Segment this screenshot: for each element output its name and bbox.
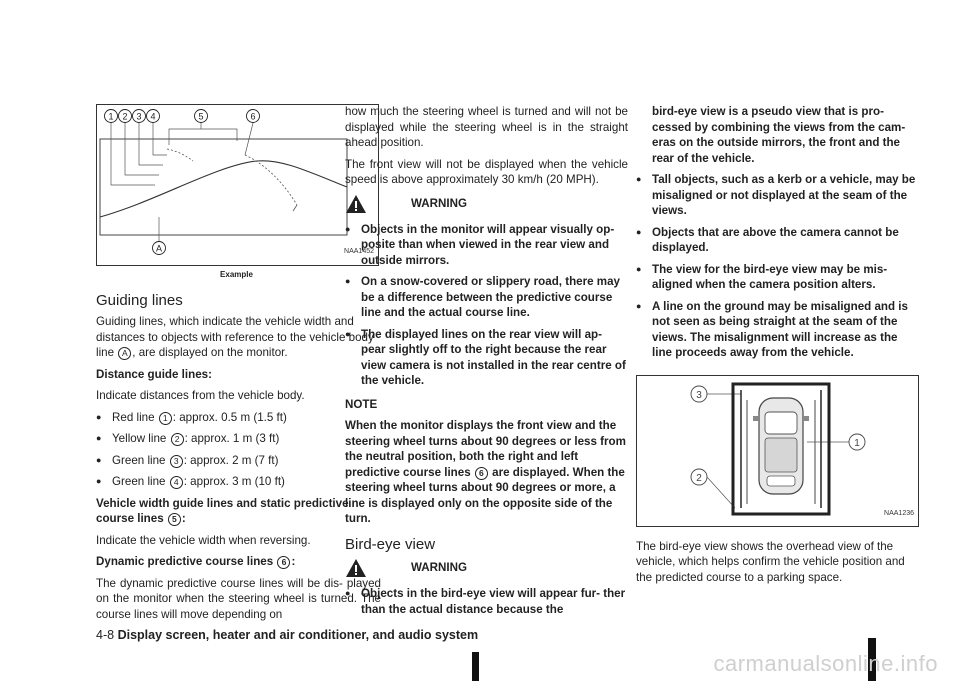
width-heading: Vehicle width guide lines and static predictive course lines 5 : bbox=[96, 496, 349, 525]
bird-eye-desc: The bird-eye view shows the overhead view of the vehicle, which helps confirm the vehicle position and the predicted course to a parking space. bbox=[636, 539, 905, 584]
list-item: ● The view for the bird-eye view may be mis- aligned when the camera position alters. bbox=[636, 262, 918, 293]
bird-warning-header bbox=[345, 558, 628, 578]
bird-eye-diagram bbox=[637, 376, 918, 526]
figure-id: NAA1236 bbox=[884, 510, 914, 517]
list-item: ● Green line 3 : approx. 2 m (7 ft) bbox=[96, 453, 381, 469]
section-heading-guiding-lines: Guiding lines bbox=[96, 291, 183, 309]
list-item: ● On a snow-covered or slippery road, there may be a difference between the predictive course line and the actual course line. bbox=[345, 274, 628, 321]
warning-icon bbox=[345, 558, 367, 578]
distance-desc: Indicate distances from the vehicle body. bbox=[96, 389, 305, 402]
list-item: ● The displayed lines on the rear view will ap- pear slightly off to the right because the rear view camera is not installed in the rear centre of the vehicle. bbox=[345, 327, 628, 389]
column-1 bbox=[96, 104, 381, 628]
fig-label-2: 2 bbox=[696, 472, 702, 484]
fig-label-1: 1 bbox=[108, 111, 114, 122]
fig-label-2: 2 bbox=[122, 111, 128, 122]
list-item: ● Objects in the monitor will appear visually op- posite than when viewed in the rear view and outside mirrors. bbox=[345, 222, 628, 269]
guide-lines-figure bbox=[96, 104, 379, 266]
fig-label-4: 4 bbox=[150, 111, 156, 122]
continued-paragraph: how much the steering wheel is turned and will not be displayed while the steering wheel is in the straight ahead position. bbox=[345, 105, 628, 149]
warning-label: WARNING bbox=[411, 561, 468, 575]
fig-label-a: A bbox=[155, 243, 163, 254]
chapter-title: Display screen, heater and air conditioner, and audio system bbox=[117, 628, 479, 642]
speed-paragraph: The front view will not be displayed when the vehicle speed is above approximately 30 km/h (20 MPH). bbox=[345, 157, 628, 186]
page-number: 4-8 bbox=[96, 628, 115, 642]
list-item: ● Objects in the bird-eye view will appear fur- ther than the actual distance because the bbox=[345, 586, 628, 617]
page-footer bbox=[96, 628, 478, 642]
figure-id: NAA1452 bbox=[344, 247, 374, 255]
guide-lines-diagram bbox=[97, 105, 378, 265]
fig-label-1: 1 bbox=[854, 437, 860, 449]
warning-label: WARNING bbox=[411, 196, 468, 210]
dynamic-desc: The dynamic predictive course lines will be dis- played on the monitor when the steering wheel is turned. The course lines will move depending on bbox=[96, 576, 381, 621]
list-item: ● Tall objects, such as a kerb or a vehicle, may be misaligned or not displayed at the seam of the views. bbox=[636, 172, 918, 219]
column-3 bbox=[636, 104, 918, 591]
fig-label-5: 5 bbox=[198, 111, 204, 122]
warning-icon bbox=[345, 194, 367, 214]
dynamic-heading: Dynamic predictive course lines 6 : bbox=[96, 555, 296, 568]
section-heading-bird-eye: Bird-eye view bbox=[345, 535, 436, 553]
fig-label-3: 3 bbox=[136, 111, 142, 122]
list-item: ● Red line 1 : approx. 0.5 m (1.5 ft) bbox=[96, 410, 381, 426]
distance-heading: Distance guide lines: bbox=[96, 367, 212, 381]
continued-paragraph: bird-eye view is a pseudo view that is pro- cessed by combining the views from the cam- eras on the outside mirrors, the front and the rear of the vehicle. bbox=[652, 105, 906, 165]
fig-label-3: 3 bbox=[696, 389, 702, 401]
watermark: carmanualsonline.info bbox=[713, 651, 938, 676]
width-desc: Indicate the vehicle width when reversing. bbox=[96, 533, 311, 547]
note-label: NOTE bbox=[345, 397, 378, 411]
list-item: ● Green line 4 : approx. 3 m (10 ft) bbox=[96, 474, 381, 490]
column-2 bbox=[345, 104, 628, 623]
warning-header bbox=[345, 194, 628, 214]
marker-a: A bbox=[118, 347, 131, 360]
intro-paragraph: Guiding lines, which indicate the vehicle width and distances to objects with reference to the vehicle body line A , are displayed on the monitor. bbox=[96, 315, 374, 359]
list-item: ● Objects that are above the camera cannot be displayed. bbox=[636, 225, 918, 256]
list-item: ● Yellow line 2 : approx. 1 m (3 ft) bbox=[96, 431, 381, 447]
figure-caption: Example bbox=[220, 270, 253, 279]
bottom-bar-left bbox=[472, 652, 479, 681]
note-paragraph: When the monitor displays the front view and the steering wheel turns about 90 degrees or less from the neutral position, both the right and left predictive course lines 6 are displayed. When the steering wheel turns about 90 degrees or more, a line is displayed only on the opposite side of the turn. bbox=[345, 419, 626, 525]
fig-label-6: 6 bbox=[250, 111, 256, 122]
list-item: ● A line on the ground may be misaligned and is not seen as being straight at the seam of the views. The misalignment will increase as the line proceeds away from the vehicle. bbox=[636, 299, 918, 361]
bird-eye-figure bbox=[636, 375, 919, 527]
